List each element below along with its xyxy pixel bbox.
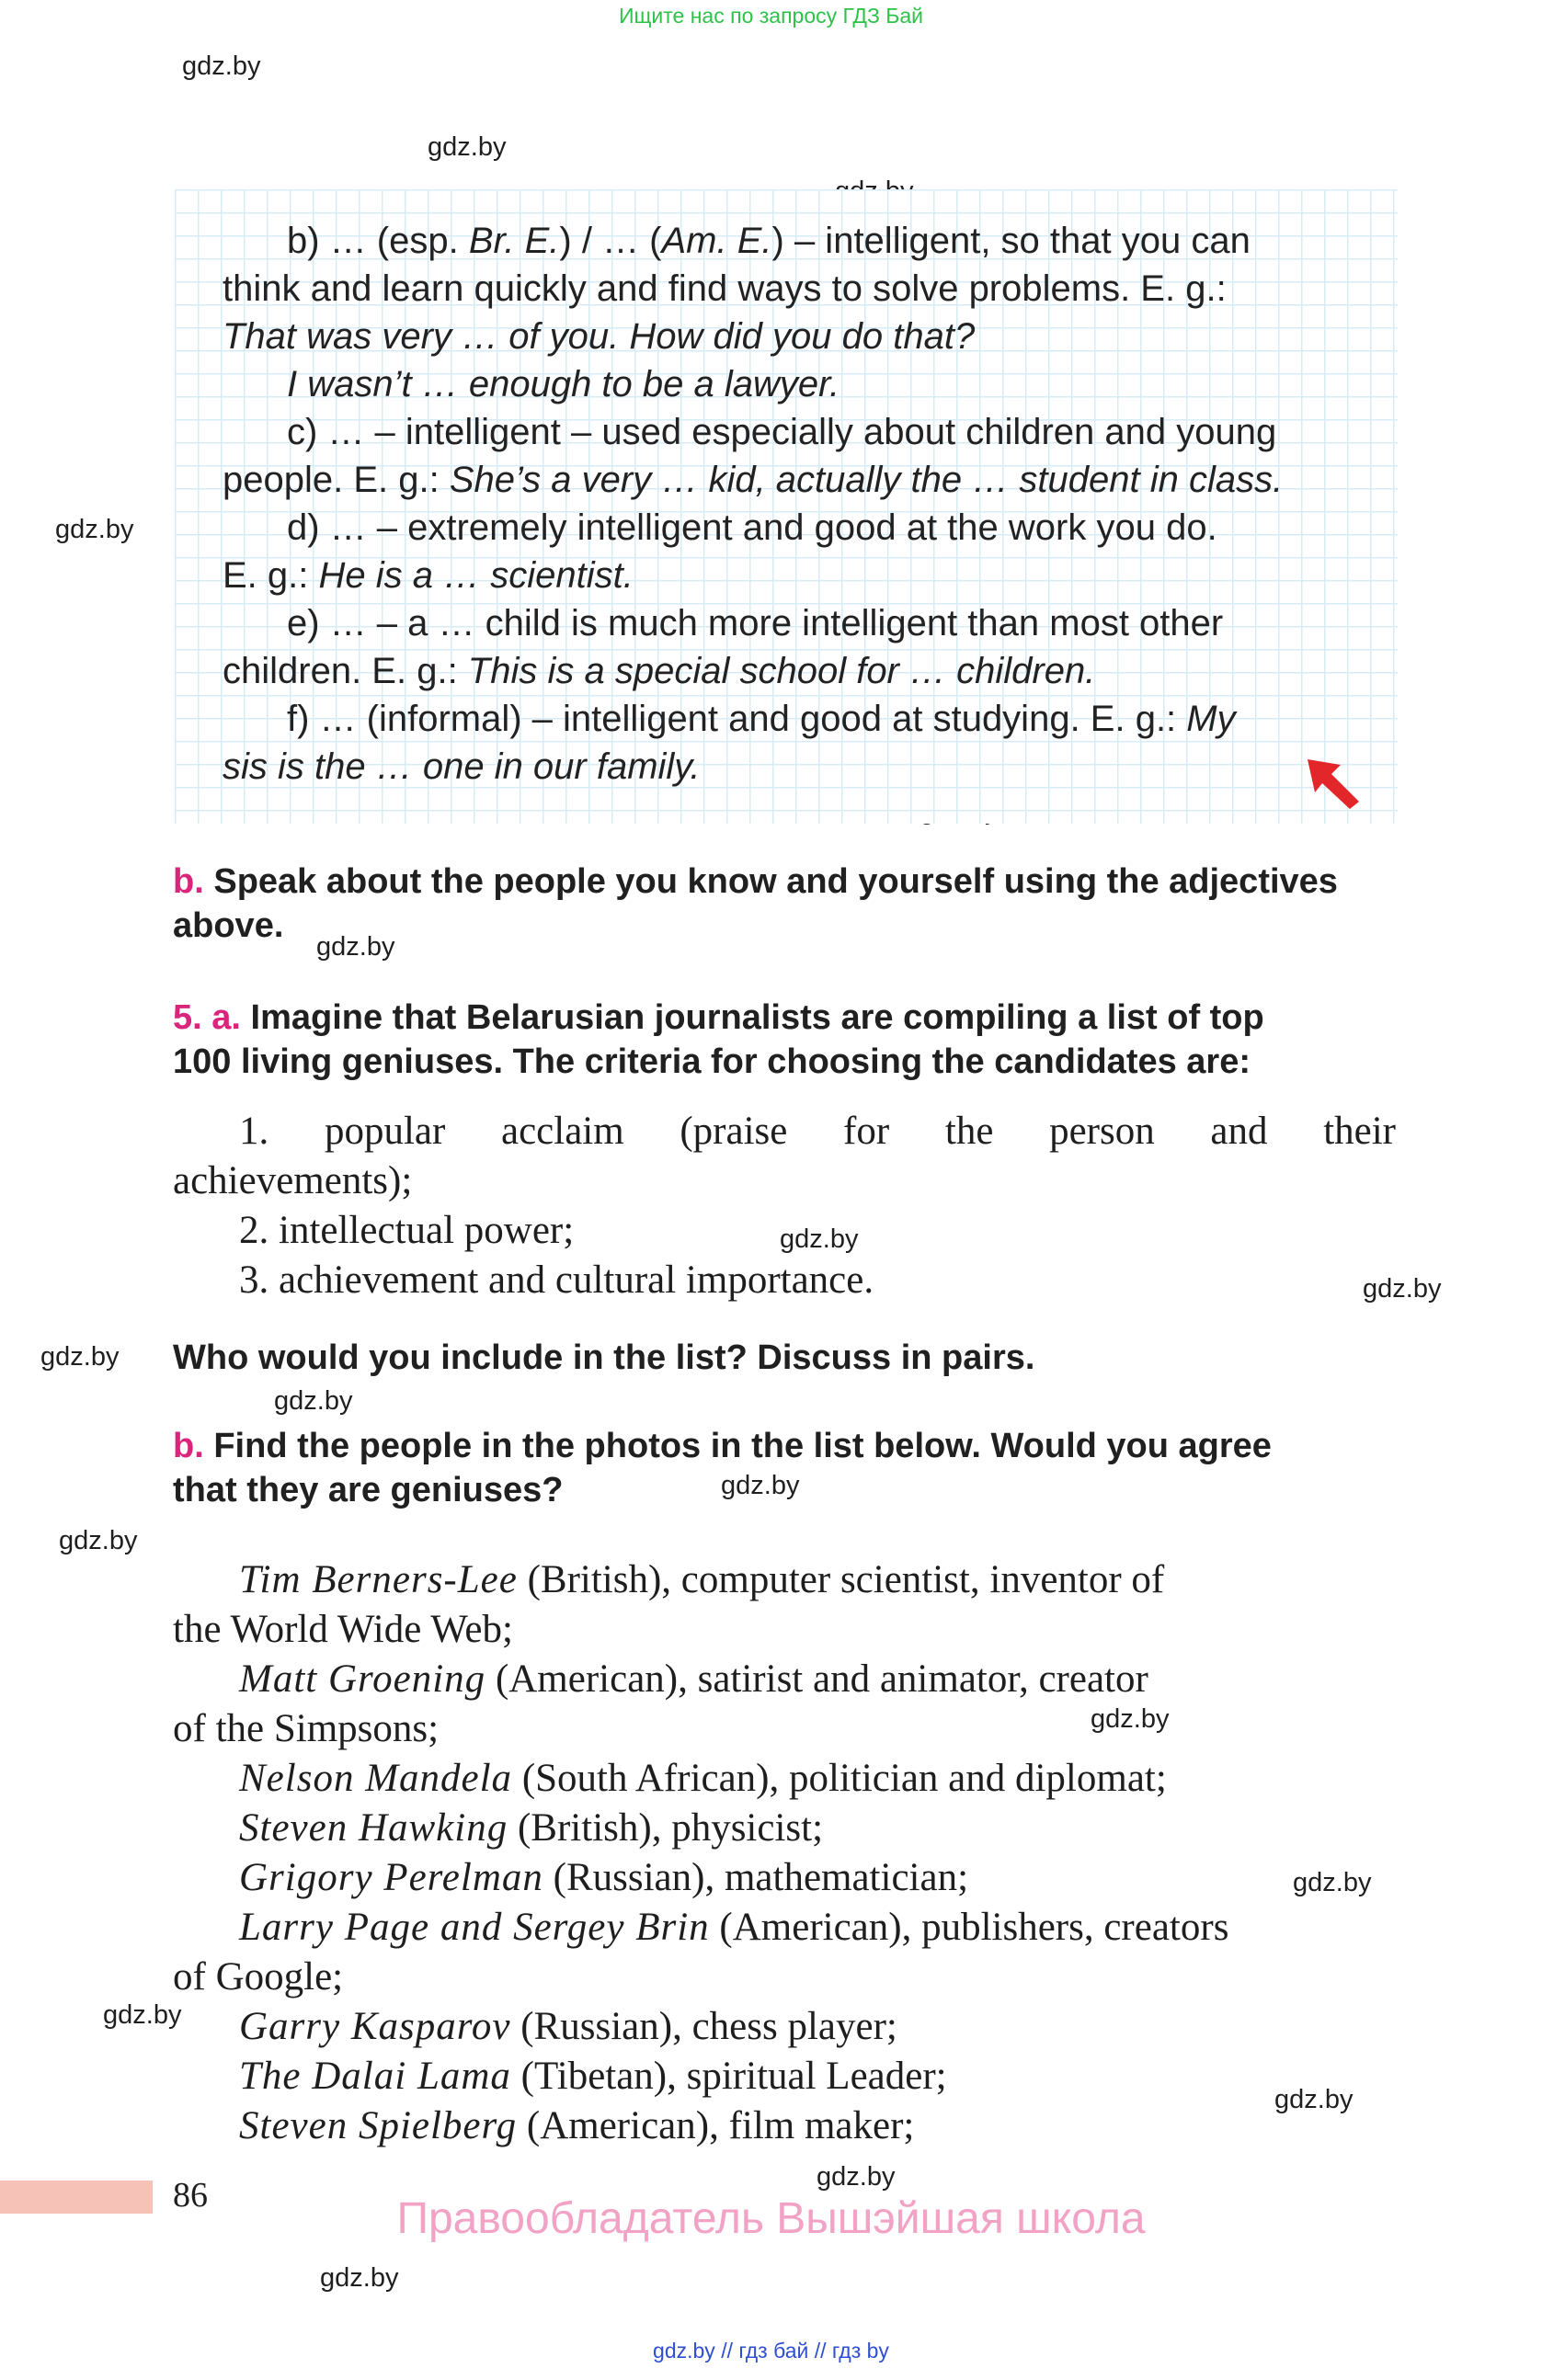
def-d-line: E. g.: He is a … scientist. bbox=[223, 555, 634, 596]
criteria-item: 1. popular acclaim (praise for the person and their bbox=[239, 1110, 1396, 1153]
task-5b-line: b. Find the people in the photos in the list below. Would you agree bbox=[173, 1427, 1272, 1465]
page-number: 86 bbox=[173, 2176, 208, 2215]
def-f-line: f) … (informal) – intelligent and good at studying. E. g.: My bbox=[287, 699, 1236, 739]
top-banner: Ищите нас по запросу ГДЗ Бай bbox=[618, 4, 924, 28]
def-c-line: c) … – intelligent – used especially about children and young bbox=[287, 412, 1277, 452]
list-item: Larry Page and Sergey Brin (American), publishers, creators bbox=[239, 1906, 1229, 1949]
watermark: gdz.by bbox=[320, 2263, 399, 2293]
def-f-example: sis is the … one in our family. bbox=[223, 746, 701, 787]
def-e-line: e) … – a … child is much more intelligent than most other bbox=[287, 603, 1224, 643]
list-item: the World Wide Web; bbox=[173, 1608, 513, 1651]
arrow-icon bbox=[1304, 756, 1368, 813]
list-item: Steven Spielberg (American), film maker; bbox=[239, 2104, 915, 2147]
task-5b-line: that they are geniuses? bbox=[173, 1471, 564, 1509]
list-item: Grigory Perelman (Russian), mathematician; bbox=[239, 1856, 969, 1899]
watermark: gdz.by bbox=[1274, 2085, 1354, 2114]
def-d-line: d) … – extremely intelligent and good at the work you do. bbox=[287, 507, 1217, 548]
task-5a-question: Who would you include in the list? Discuss in pairs. bbox=[173, 1338, 1035, 1377]
watermark: gdz.by bbox=[1363, 1274, 1442, 1304]
list-item: Matt Groening (American), satirist and animator, creator bbox=[239, 1657, 1148, 1701]
watermark: gdz.by bbox=[59, 1526, 138, 1555]
task-5a-heading: 100 living geniuses. The criteria for choosing the candidates are: bbox=[173, 1042, 1251, 1081]
list-item: The Dalai Lama (Tibetan), spiritual Leader; bbox=[239, 2055, 947, 2098]
def-c-line: people. E. g.: She’s a very … kid, actually the … student in class. bbox=[223, 460, 1284, 500]
criteria-item: 3. achievement and cultural importance. bbox=[239, 1258, 874, 1302]
list-item: of Google; bbox=[173, 1955, 344, 1999]
watermark: gdz.by bbox=[428, 132, 507, 162]
def-e-line: children. E. g.: This is a special school for … children. bbox=[223, 651, 1096, 691]
def-b-example: That was very … of you. How did you do that? bbox=[223, 316, 976, 357]
criteria-item: achievements); bbox=[173, 1159, 413, 1202]
footer-links: gdz.by // гдз бай // гдз by bbox=[653, 2339, 889, 2363]
watermark: gdz.by bbox=[274, 1386, 353, 1416]
list-item: of the Simpsons; bbox=[173, 1707, 440, 1750]
task-4b-line: above. bbox=[173, 906, 284, 945]
task-4b-line: b. Speak about the people you know and yourself using the adjectives bbox=[173, 862, 1338, 901]
watermark: gdz.by bbox=[316, 932, 395, 962]
watermark: gdz.by bbox=[780, 1224, 859, 1254]
watermark: gdz.by bbox=[55, 515, 134, 544]
list-item: Tim Berners-Lee (British), computer scientist, inventor of bbox=[239, 1558, 1165, 1601]
watermark: gdz.by bbox=[182, 51, 261, 81]
def-b-line: b) … (esp. Br. E.) / … (Am. E.) – intelligent, so that you can bbox=[287, 221, 1251, 261]
watermark: gdz.by bbox=[721, 1471, 800, 1500]
watermark: gdz.by bbox=[1293, 1868, 1372, 1897]
watermark: gdz.by bbox=[1091, 1704, 1170, 1734]
publisher-notice: Правообладатель Вышэйшая школа bbox=[396, 2194, 1146, 2243]
list-item: Steven Hawking (British), physicist; bbox=[239, 1806, 824, 1850]
watermark: gdz.by bbox=[817, 2162, 896, 2192]
criteria-item: 2. intellectual power; bbox=[239, 1209, 575, 1252]
def-b-line: think and learn quickly and find ways to solve problems. E. g.: bbox=[223, 268, 1227, 309]
watermark: gdz.by bbox=[40, 1342, 120, 1372]
list-item: Garry Kasparov (Russian), chess player; bbox=[239, 2005, 897, 2048]
task-5a-heading: 5. a. Imagine that Belarusian journalists are compiling a list of top bbox=[173, 998, 1264, 1037]
def-b-example: I wasn’t … enough to be a lawyer. bbox=[287, 364, 840, 404]
watermark: gdz.by bbox=[103, 2000, 182, 2030]
list-item: Nelson Mandela (South African), politician and diplomat; bbox=[239, 1757, 1167, 1800]
